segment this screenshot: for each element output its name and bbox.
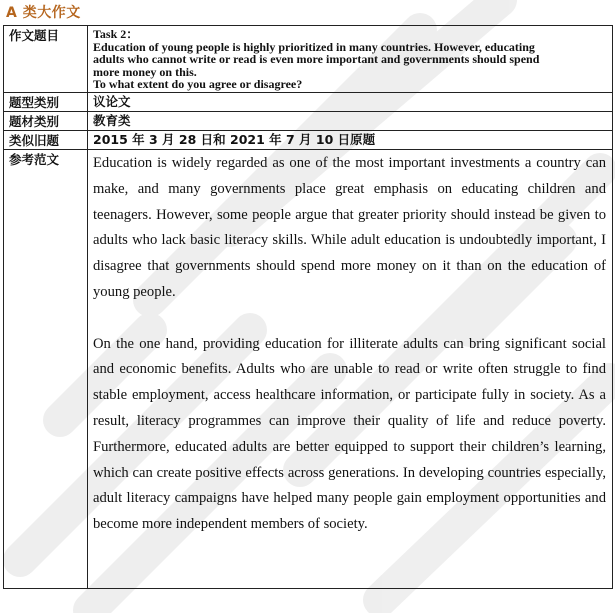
type-value: 议论文 xyxy=(88,92,613,111)
similar-value: 2015 年 3 月 28 日和 2021 年 7 月 10 日原题 xyxy=(88,130,613,149)
essay-info-table xyxy=(3,25,613,589)
reference-essay xyxy=(88,149,613,588)
prompt-line-3: more money on this. xyxy=(93,64,197,79)
type-label: 题型类别 xyxy=(4,92,88,111)
prompt-line-1: Education of young people is highly prioritized in many countries. However, educating xyxy=(93,39,535,54)
topic-row xyxy=(4,26,613,93)
section-title: A 类大作文 xyxy=(6,5,81,21)
type-row xyxy=(4,92,613,111)
prompt-question: To what extent do you agree or disagree? xyxy=(93,77,303,92)
task-number: Task 2： xyxy=(93,27,139,41)
prompt-line-2: adults who cannot write or read is even more important and governments should spend xyxy=(93,52,540,67)
subject-label: 题材类别 xyxy=(4,111,88,130)
subject-row xyxy=(4,111,613,130)
topic-label: 作文题目 xyxy=(4,26,88,93)
essay-paragraph-2: On the one hand, providing education for illiterate adults can bring significant social and economic benefits. Adults who are unable to read or write often struggle to find stable employment, access healthcare information, or participate fully in society. As a result, literacy programmes can improve their quality of life and reduce poverty. Furthermore, educated adults are better equipped to support their children’s learning, which can create positive effects across generations. In developing countries especially, adult literacy campaigns have helped many people gain employment opportunities and become more independent members of society. xyxy=(93,335,606,533)
essay-paragraph-1: Education is widely regarded as one of the most important investments a country can make, and many governments place great emphasis on educating children and teenagers. However, some people argue that greater priority should instead be given to adults who lack basic literacy skills. While adult education is undoubtedly important, I disagree that governments should spend more money on it than on the education of young people. xyxy=(93,154,606,300)
similar-label: 类似旧题 xyxy=(4,130,88,149)
similar-row xyxy=(4,130,613,149)
subject-value: 教育类 xyxy=(88,111,613,130)
reference-row xyxy=(4,149,613,588)
reference-label: 参考范文 xyxy=(4,149,88,588)
topic-content xyxy=(88,26,613,93)
